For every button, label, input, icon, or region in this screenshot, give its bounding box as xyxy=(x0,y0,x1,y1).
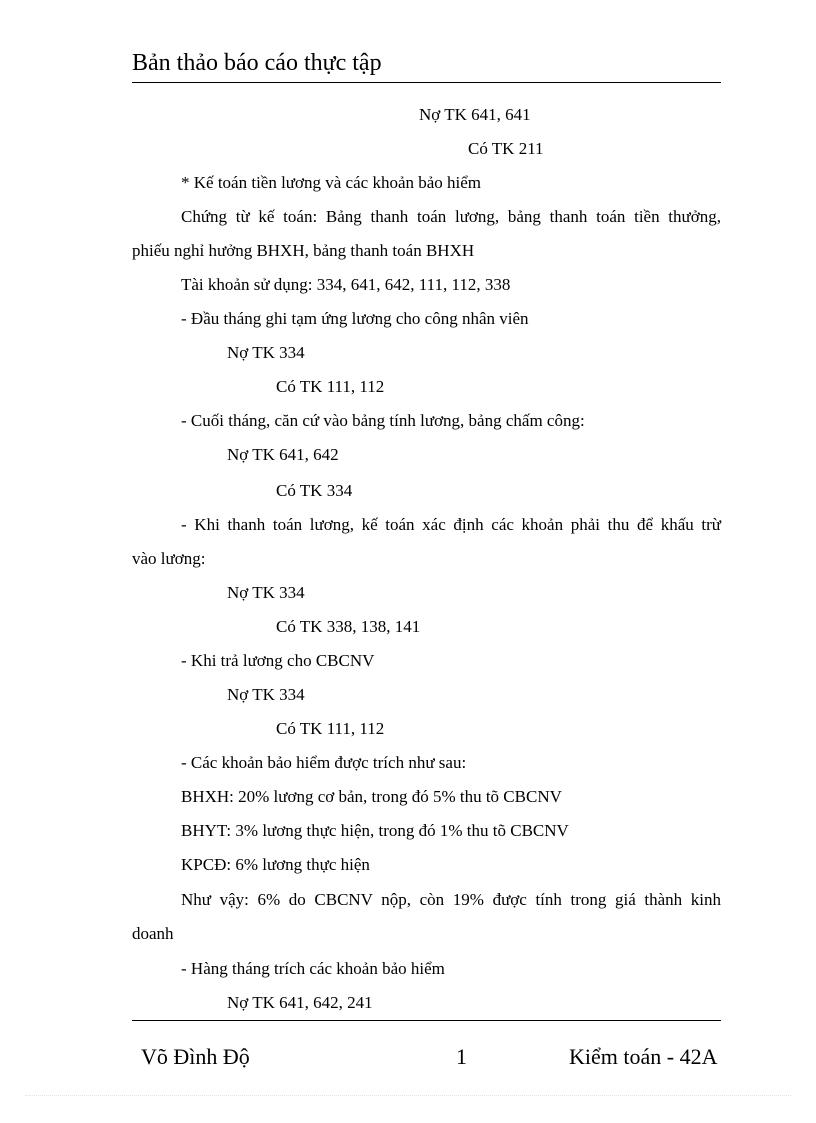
entry-credit-line: Có TK 111, 112 xyxy=(276,719,385,738)
paragraph-line: doanh xyxy=(132,924,174,943)
insurance-line-bhxh: BHXH: 20% lương cơ bản, trong đó 5% thu tõ CBCNV xyxy=(181,787,562,806)
entry-credit-line: Có TK 334 xyxy=(276,481,353,500)
bullet-line: - Khi thanh toán lương, kế toán xác định các khoản phải thu để khấu trừ xyxy=(181,515,721,534)
section-heading: * Kế toán tiền lương và các khoản bảo hiểm xyxy=(181,173,482,192)
bullet-line: - Hàng tháng trích các khoản bảo hiểm xyxy=(181,959,445,978)
entry-credit-line: Có TK 211 xyxy=(468,139,544,158)
entry-debit-line: Nợ TK 334 xyxy=(227,685,305,704)
paragraph-line: Chứng từ kế toán: Bảng thanh toán lương, bảng thanh toán tiền thưởng, xyxy=(181,207,721,226)
footer-divider xyxy=(132,1020,721,1021)
paragraph-line: vào lương: xyxy=(132,549,206,568)
bullet-line: - Các khoản bảo hiểm được trích như sau: xyxy=(181,753,467,772)
page-header-title: Bản thảo báo cáo thực tập xyxy=(132,50,382,76)
bullet-line: - Khi trả lương cho CBCNV xyxy=(181,651,375,670)
page-edge-divider xyxy=(25,1095,791,1096)
header-divider xyxy=(132,82,721,83)
bullet-line: - Đầu tháng ghi tạm ứng lương cho công nhân viên xyxy=(181,309,529,328)
entry-credit-line: Có TK 338, 138, 141 xyxy=(276,617,421,636)
paragraph-line: Tài khoản sử dụng: 334, 641, 642, 111, 112, 338 xyxy=(181,275,511,294)
insurance-line-bhyt: BHYT: 3% lương thực hiện, trong đó 1% thu tõ CBCNV xyxy=(181,821,569,840)
footer-page-number: 1 xyxy=(456,1044,467,1069)
footer-class-label: Kiểm toán - 42A xyxy=(569,1044,718,1069)
entry-debit-line: Nợ TK 641, 642 xyxy=(227,445,339,464)
paragraph-line: Như vậy: 6% do CBCNV nộp, còn 19% được tính trong giá thành kinh xyxy=(181,890,721,909)
entry-debit-line: Nợ TK 334 xyxy=(227,583,305,602)
entry-credit-line: Có TK 111, 112 xyxy=(276,377,385,396)
entry-debit-line: Nợ TK 641, 641 xyxy=(419,105,531,124)
bullet-line: - Cuối tháng, căn cứ vào bảng tính lương, bảng chấm công: xyxy=(181,411,585,430)
footer-author: Võ Đình Độ xyxy=(141,1044,250,1069)
insurance-line-kpcd: KPCĐ: 6% lương thực hiện xyxy=(181,855,370,874)
entry-debit-line: Nợ TK 334 xyxy=(227,343,305,362)
entry-debit-line: Nợ TK 641, 642, 241 xyxy=(227,993,373,1012)
paragraph-line: phiếu nghỉ hưởng BHXH, bảng thanh toán BHXH xyxy=(132,241,475,260)
